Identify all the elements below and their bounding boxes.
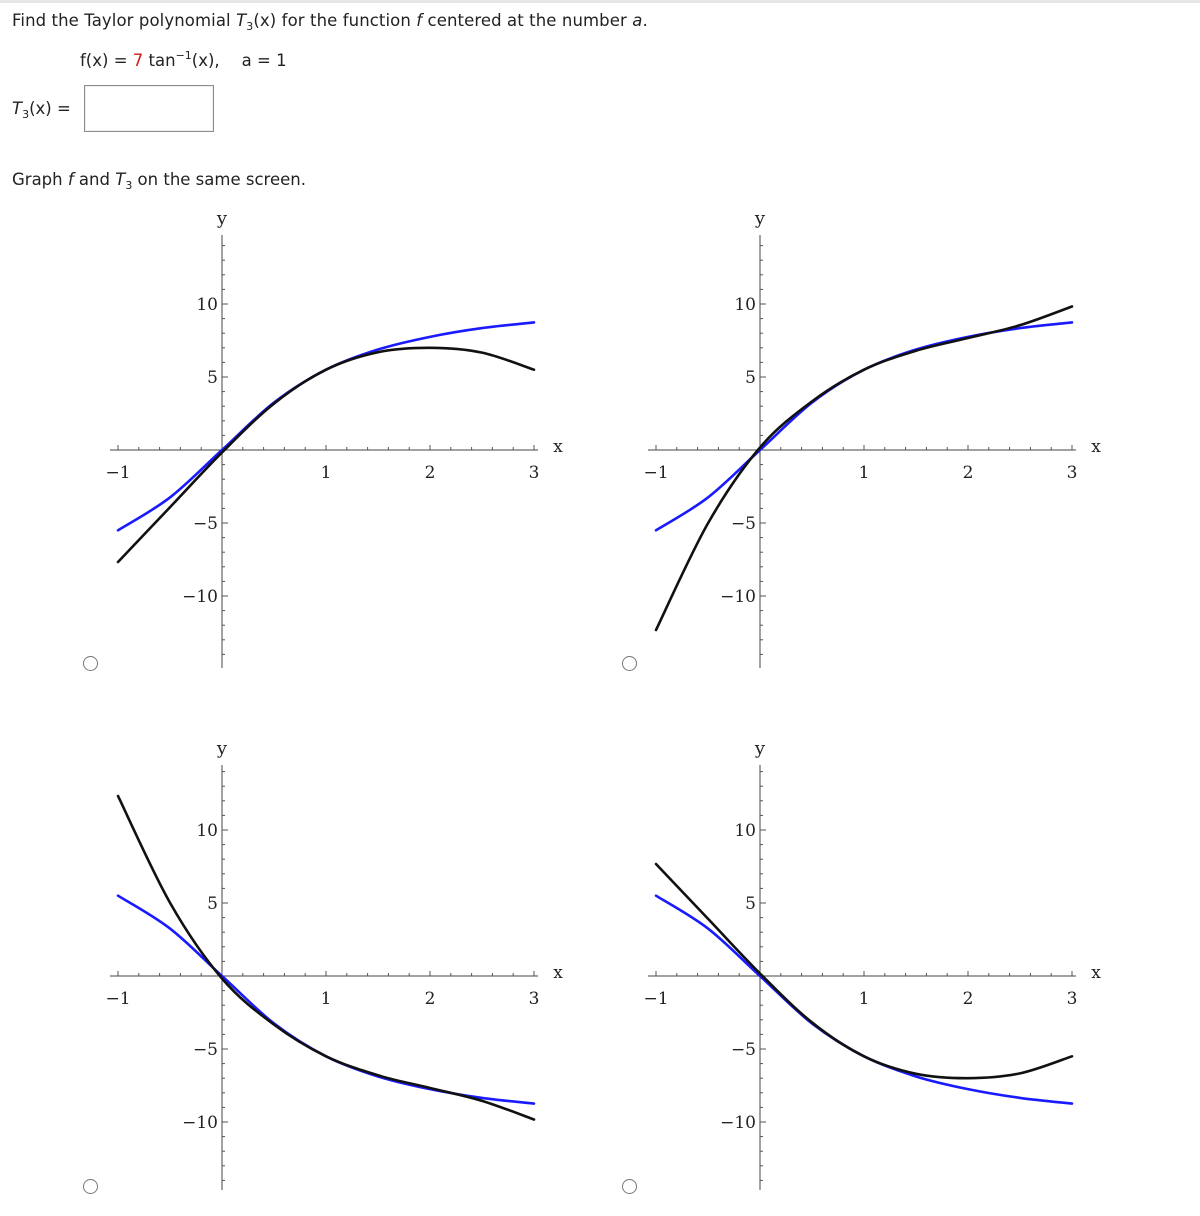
series-line-t3 <box>118 796 534 1120</box>
function-definition: f(x) = 7 $\tan^{-1}(x)$, a = 1 <box>80 49 287 70</box>
y-tick-label: −5 <box>730 1040 756 1060</box>
x-tick-label: 2 <box>424 989 436 1009</box>
x-axis-label: x <box>1091 963 1101 983</box>
x-axis-label: x <box>1091 437 1101 457</box>
y-axis-label: y <box>754 738 766 759</box>
y-tick-label: 10 <box>734 295 756 315</box>
y-tick-label: 5 <box>745 368 756 388</box>
y-tick-label: −5 <box>192 514 218 534</box>
x-tick-label: −1 <box>105 989 131 1009</box>
x-tick-label: 3 <box>1066 989 1078 1009</box>
y-tick-label: −10 <box>720 587 756 607</box>
y-tick-label: 5 <box>207 894 218 914</box>
question-text: Find the Taylor polynomial $T_3(x)$ for the function f centered at the number a. <box>12 11 648 33</box>
x-tick-label: 1 <box>858 463 870 483</box>
x-tick-label: 2 <box>962 989 974 1009</box>
x-tick-label: 3 <box>528 463 540 483</box>
graph-prompt: Graph f and $T_3$ on the same screen. <box>12 170 306 192</box>
y-axis-label: y <box>754 208 766 229</box>
x-tick-label: 3 <box>1066 463 1078 483</box>
x-tick-label: 2 <box>424 463 436 483</box>
y-tick-label: −10 <box>720 1113 756 1133</box>
answer-label: $T_3(x)$ = <box>12 99 71 121</box>
y-tick-label: −10 <box>182 587 218 607</box>
x-tick-label: −1 <box>643 463 669 483</box>
x-tick-label: −1 <box>643 989 669 1009</box>
series-line-f <box>656 322 1072 530</box>
y-tick-label: −5 <box>192 1040 218 1060</box>
series-line-f <box>118 322 534 530</box>
x-axis-label: x <box>553 437 563 457</box>
x-tick-label: 1 <box>320 463 332 483</box>
x-tick-label: 2 <box>962 463 974 483</box>
y-tick-label: 5 <box>207 368 218 388</box>
y-tick-label: 10 <box>196 295 218 315</box>
y-tick-label: 5 <box>745 894 756 914</box>
y-tick-label: −5 <box>730 514 756 534</box>
y-tick-label: −10 <box>182 1113 218 1133</box>
x-tick-label: −1 <box>105 463 131 483</box>
x-tick-label: 1 <box>320 989 332 1009</box>
x-tick-label: 1 <box>858 989 870 1009</box>
x-tick-label: 3 <box>528 989 540 1009</box>
y-tick-label: 10 <box>196 821 218 841</box>
series-line-t3 <box>118 348 534 562</box>
y-tick-label: 10 <box>734 821 756 841</box>
y-axis-label: y <box>216 208 228 229</box>
x-axis-label: x <box>553 963 563 983</box>
y-axis-label: y <box>216 738 228 759</box>
